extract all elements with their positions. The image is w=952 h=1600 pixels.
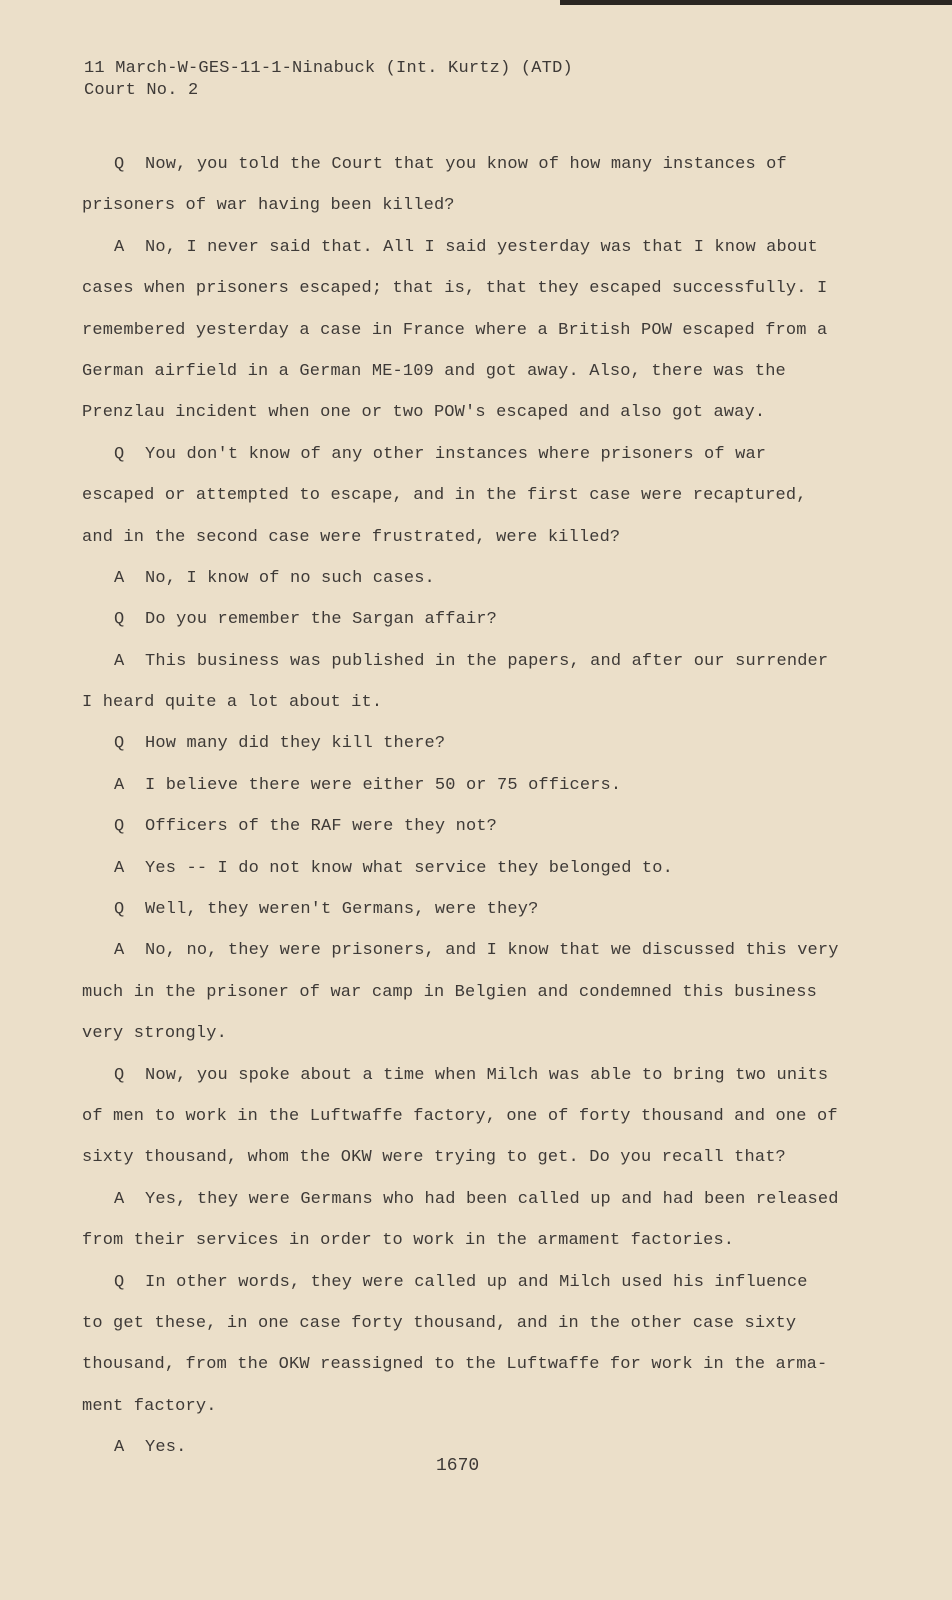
transcript-line: A No, I never said that. All I said yesterday was that I know about	[114, 237, 818, 257]
transcript-line: Q Well, they weren't Germans, were they?	[114, 900, 539, 920]
transcript-line: A I believe there were either 50 or 75 officers.	[114, 775, 622, 795]
document-header	[84, 58, 573, 102]
transcript-line: thousand, from the OKW reassigned to the Luftwaffe for work in the arma-	[82, 1355, 828, 1375]
transcript-line: Q Officers of the RAF were they not?	[114, 817, 498, 837]
transcript-line: cases when prisoners escaped; that is, that they escaped successfully. I	[82, 279, 828, 299]
transcript-line: remembered yesterday a case in France where a British POW escaped from a	[82, 320, 828, 340]
transcript-line: to get these, in one case forty thousand, and in the other case sixty	[82, 1313, 797, 1333]
transcript-line: A Yes.	[114, 1438, 187, 1458]
transcript-line: Q In other words, they were called up and Milch used his influence	[114, 1272, 808, 1292]
transcript-line: Q Do you remember the Sargan affair?	[114, 610, 498, 630]
transcript-line: A Yes -- I do not know what service they belonged to.	[114, 858, 673, 878]
transcript-line: A No, no, they were prisoners, and I know that we discussed this very	[114, 941, 839, 961]
header-case-line: 11 March-W-GES-11-1-Ninabuck (Int. Kurtz) (ATD)	[84, 59, 573, 78]
transcript-line: of men to work in the Luftwaffe factory, one of forty thousand and one of	[82, 1106, 838, 1126]
transcript-line: A No, I know of no such cases.	[114, 568, 435, 588]
transcript-line: I heard quite a lot about it.	[82, 693, 383, 713]
transcript-line: prisoners of war having been killed?	[82, 196, 455, 216]
transcript-line: from their services in order to work in the armament factories.	[82, 1231, 735, 1251]
transcript-line: Prenzlau incident when one or two POW's escaped and also got away.	[82, 403, 766, 423]
transcript-line: A Yes, they were Germans who had been called up and had been released	[114, 1189, 839, 1209]
transcript-line: ment factory.	[82, 1396, 217, 1416]
transcript-line: German airfield in a German ME-109 and got away. Also, there was the	[82, 361, 786, 381]
transcript-line: much in the prisoner of war camp in Belgien and condemned this business	[82, 982, 817, 1002]
transcript-line: escaped or attempted to escape, and in the first case were recaptured,	[82, 486, 807, 506]
transcript-body	[82, 144, 842, 1469]
transcript-line: and in the second case were frustrated, were killed?	[82, 527, 621, 547]
page-number: 1670	[436, 1456, 480, 1476]
transcript-line: Q You don't know of any other instances where prisoners of war	[114, 444, 767, 464]
header-court-line: Court No. 2	[84, 81, 199, 100]
scan-edge-shadow	[560, 0, 952, 5]
transcript-line: Q Now, you spoke about a time when Milch was able to bring two units	[114, 1065, 829, 1085]
transcript-line: Q Now, you told the Court that you know of how many instances of	[114, 155, 787, 174]
transcript-line: A This business was published in the papers, and after our surrender	[114, 651, 829, 671]
transcript-line: Q How many did they kill there?	[114, 734, 446, 754]
transcript-line: sixty thousand, whom the OKW were trying to get. Do you recall that?	[82, 1148, 786, 1168]
transcript-line: very strongly.	[82, 1024, 227, 1044]
